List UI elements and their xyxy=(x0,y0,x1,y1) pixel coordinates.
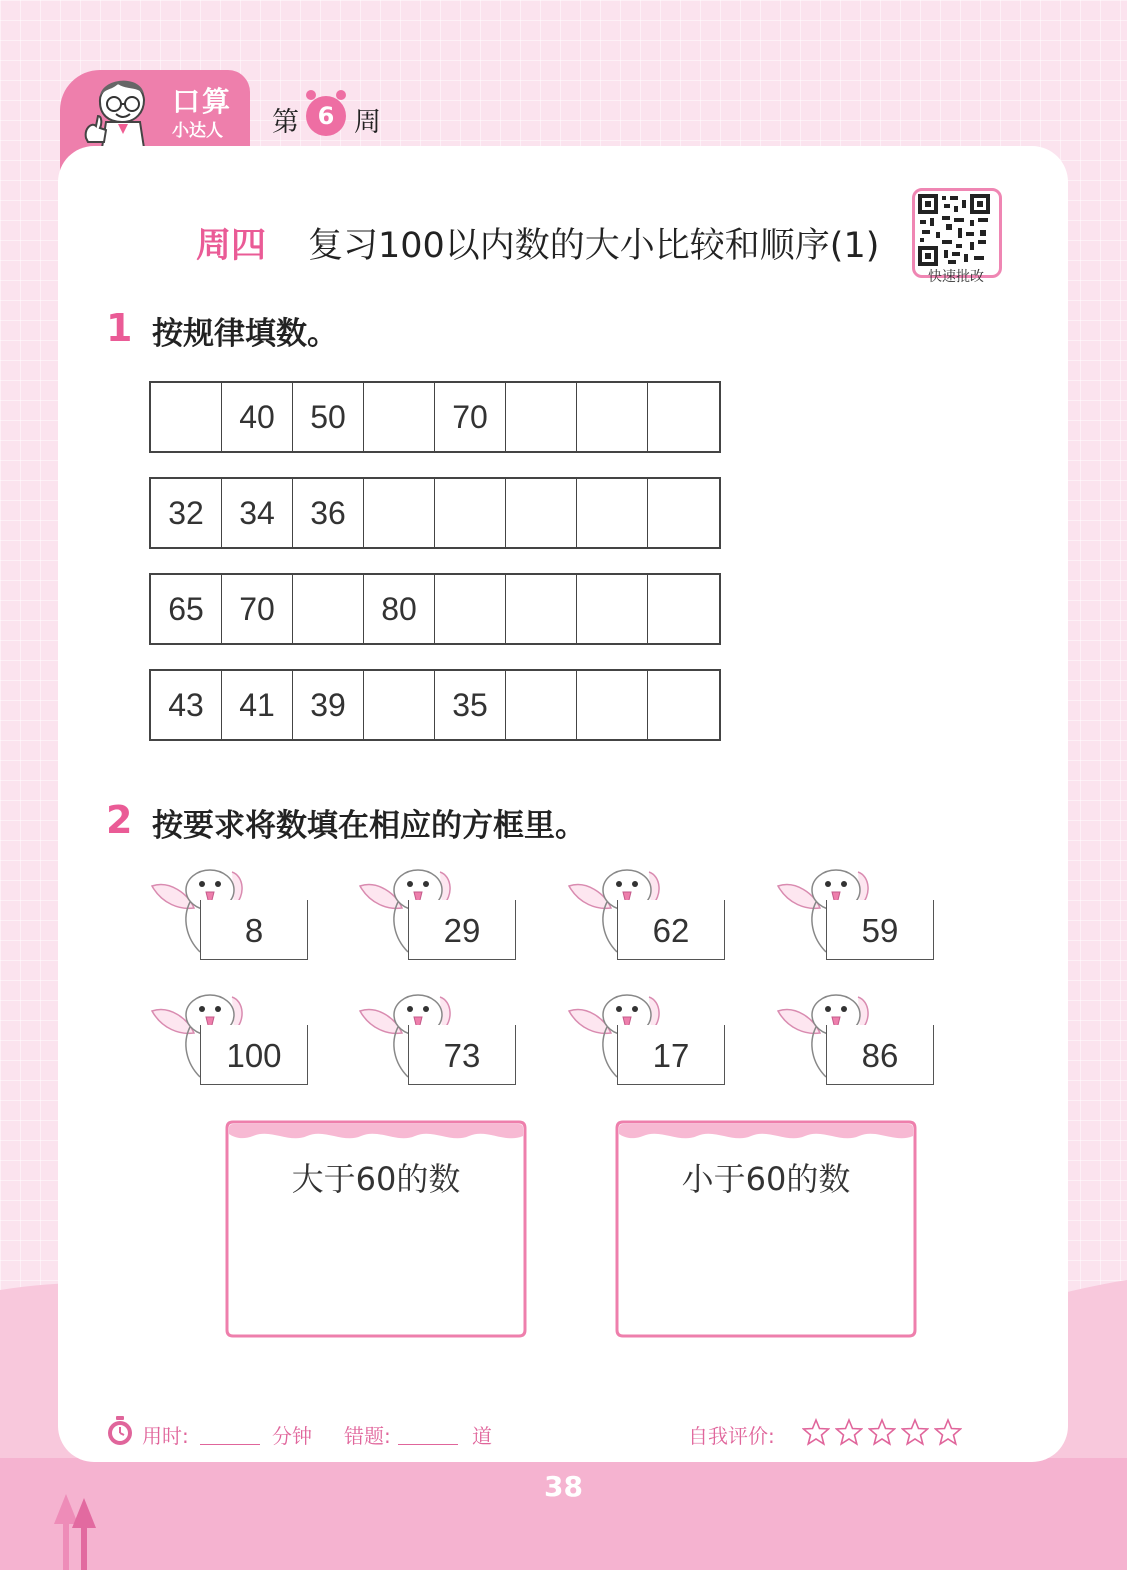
rating-star-icon[interactable] xyxy=(934,1418,962,1446)
sequence-cell[interactable] xyxy=(506,479,577,547)
qr-code-icon[interactable] xyxy=(918,194,990,266)
bird-number-card[interactable] xyxy=(776,993,936,1088)
sequence-cell: 80 xyxy=(364,575,435,643)
sequence-cell: 43 xyxy=(151,671,222,739)
question-1-number: 1 xyxy=(106,306,133,350)
rating-star-icon[interactable] xyxy=(901,1418,929,1446)
sequence-cell[interactable] xyxy=(435,479,506,547)
self-eval-label: 自我评价: xyxy=(688,1424,775,1448)
page-number: 38 xyxy=(544,1470,583,1503)
sequence-cell: 41 xyxy=(222,671,293,739)
week-number-badge: 6 xyxy=(306,96,346,136)
sequence-cell[interactable] xyxy=(151,383,222,451)
brand-subtitle: 小达人 xyxy=(172,121,223,141)
rating-star-icon[interactable] xyxy=(802,1418,830,1446)
sequence-cell: 40 xyxy=(222,383,293,451)
rating-star-icon[interactable] xyxy=(868,1418,896,1446)
qr-code-label: 快速批改 xyxy=(928,269,984,285)
week-prefix: 第 xyxy=(272,107,299,138)
bin-label: 大于60的数 xyxy=(291,1160,461,1198)
bird-number-card[interactable] xyxy=(358,993,518,1088)
sequence-cell: 50 xyxy=(293,383,364,451)
question-2-prompt: 按要求将数填在相应的方框里。 xyxy=(152,808,586,844)
errors-unit: 道 xyxy=(472,1424,492,1448)
number-card-value: 59 xyxy=(861,912,899,949)
sequence-cell[interactable] xyxy=(364,383,435,451)
bird-number-card[interactable] xyxy=(567,993,727,1088)
greater-than-60-box[interactable] xyxy=(225,1120,527,1338)
number-card-value: 100 xyxy=(226,1037,282,1074)
sequence-cell[interactable] xyxy=(506,575,577,643)
sequence-cell[interactable] xyxy=(577,671,648,739)
sequence-cell: 39 xyxy=(293,671,364,739)
lesson-title: 复习100以内数的大小比较和顺序(1) xyxy=(308,226,880,266)
sequence-cell[interactable] xyxy=(506,383,577,451)
sequence-cell: 65 xyxy=(151,575,222,643)
time-label: 用时: xyxy=(142,1424,189,1448)
brand-title: 口算 xyxy=(172,85,233,118)
bird-number-card[interactable] xyxy=(567,868,727,963)
sequence-cell: 70 xyxy=(435,383,506,451)
less-than-60-box[interactable] xyxy=(615,1120,917,1338)
bin-frame xyxy=(615,1120,917,1338)
sequence-cell[interactable] xyxy=(364,479,435,547)
bird-number-card[interactable] xyxy=(150,993,310,1088)
rating-star-icon[interactable] xyxy=(835,1418,863,1446)
time-input-line[interactable] xyxy=(200,1444,260,1445)
sequence-cell[interactable] xyxy=(577,383,648,451)
sequence-cell: 32 xyxy=(151,479,222,547)
number-card-value: 17 xyxy=(652,1037,690,1074)
sequence-cell[interactable] xyxy=(648,479,719,547)
sequence-cell: 70 xyxy=(222,575,293,643)
sequence-cell[interactable] xyxy=(506,671,577,739)
sequence-cell[interactable] xyxy=(648,575,719,643)
sequence-cell[interactable] xyxy=(364,671,435,739)
sequence-row-3 xyxy=(149,573,721,645)
number-card-value: 73 xyxy=(443,1037,481,1074)
sequence-cell[interactable] xyxy=(293,575,364,643)
number-card-value: 86 xyxy=(861,1037,899,1074)
sequence-cell[interactable] xyxy=(648,671,719,739)
sequence-cell[interactable] xyxy=(435,575,506,643)
stopwatch-icon xyxy=(106,1416,134,1446)
question-1-prompt: 按规律填数。 xyxy=(152,316,338,352)
sequence-cell: 34 xyxy=(222,479,293,547)
question-2-number: 2 xyxy=(106,798,133,842)
mascot-boy-icon xyxy=(72,72,167,148)
errors-input-line[interactable] xyxy=(398,1444,458,1445)
sequence-cell: 36 xyxy=(293,479,364,547)
sequence-cell[interactable] xyxy=(577,479,648,547)
number-card-value: 29 xyxy=(443,912,481,949)
number-card-value: 62 xyxy=(652,912,690,949)
sequence-cell[interactable] xyxy=(577,575,648,643)
number-card-value: 8 xyxy=(244,912,264,949)
sequence-row-4 xyxy=(149,669,721,741)
bird-number-card[interactable] xyxy=(776,868,936,963)
sequence-row-1 xyxy=(149,381,721,453)
bird-number-card[interactable] xyxy=(150,868,310,963)
arrow-decoration-icon xyxy=(52,1494,102,1570)
sequence-cell: 35 xyxy=(435,671,506,739)
day-label: 周四 xyxy=(196,226,267,266)
sequence-row-2 xyxy=(149,477,721,549)
bin-label: 小于60的数 xyxy=(681,1160,851,1198)
bin-frame xyxy=(225,1120,527,1338)
sequence-cell[interactable] xyxy=(648,383,719,451)
week-suffix: 周 xyxy=(354,107,381,138)
bird-number-card[interactable] xyxy=(358,868,518,963)
time-unit: 分钟 xyxy=(272,1424,312,1448)
errors-label: 错题: xyxy=(344,1424,391,1448)
